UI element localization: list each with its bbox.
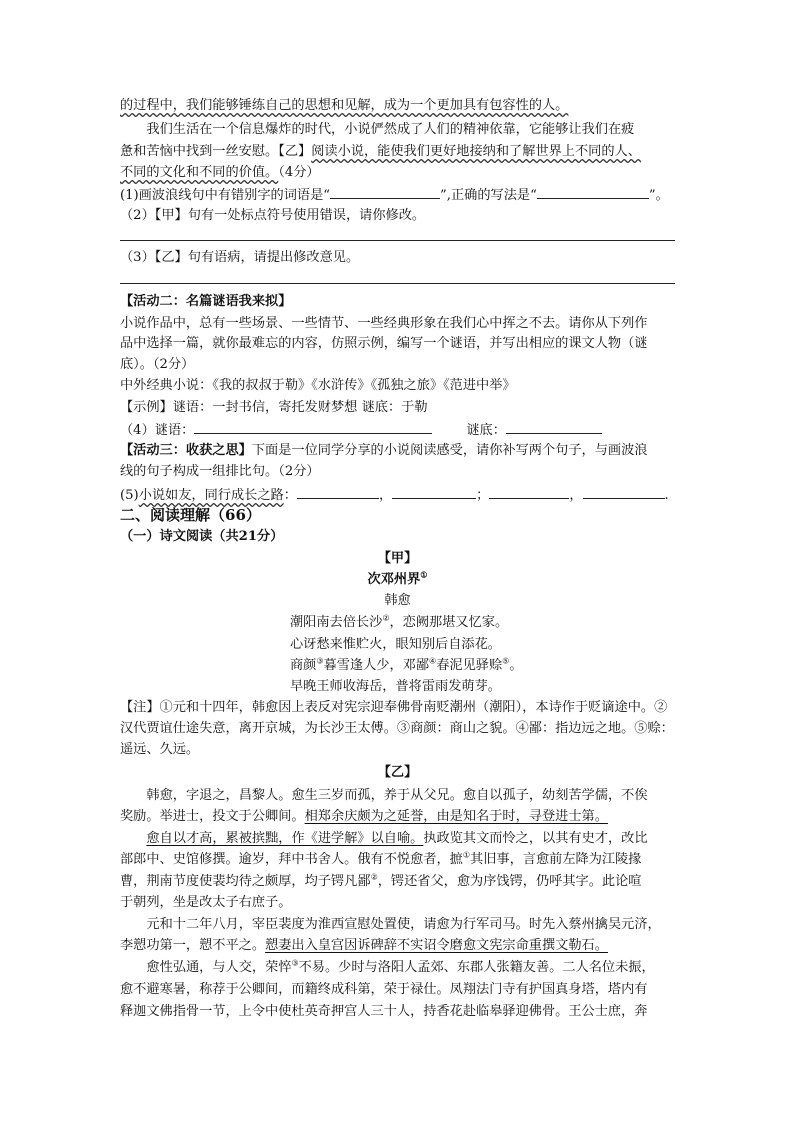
prose-line: 曹，荆南节度使裴均待之颇厚，均子锷凡鄙②，锷还省父，愈为序饯锷，仍呼其字。此论喧 [120, 872, 642, 889]
question-3: （3）【乙】句有语病，请提出修改意见。 [120, 250, 360, 265]
answer-blank[interactable] [583, 484, 665, 499]
prose-line: 愈不避寒暑，称荐于公卿间，而籍终成科第，荣于禄仕。凤翔法门寺有护国真身塔，塔内有 [120, 982, 648, 997]
poem-title: 次邓州界① [367, 569, 428, 587]
poem-line: 潮阳南去倍长沙②，恋阙那堪又忆家。 [290, 613, 509, 630]
wavy-sentence: 小说如友，同行成长之路 [138, 488, 284, 503]
yi-sentence-end: 不同的文化和不同的价值。 [120, 165, 279, 180]
activity-2-text: 品中选择一篇，就你最难忘的内容，仿照示例，编写一个谜语，并写出相应的课文人物（谜 [120, 336, 648, 351]
answer-blank[interactable] [489, 484, 569, 499]
question-5: (5)小说如友，同行成长之路： ， ； ， . [120, 484, 675, 506]
activity-3-line: 【活动三：收获之思】下面是一位同学分享的小说阅读感受，请你补写两个句子，与画波浪 [120, 443, 648, 458]
underlined-sentence: 相郑余庆颇为之延誉，由是知名于时，寻登进士第。 [304, 809, 608, 824]
prose-line: 愈自以才高，累被摈黜，作《进学解》以自喻。执政览其文而怜之，以其有史才，改比 [146, 831, 648, 846]
intro-line: 我们生活在一个信息爆炸的时代，小说俨然成了人们的精神依靠，它能够让我们在疲 [146, 122, 635, 137]
riddle-example: 【示例】谜语：一封书信，寄托发财梦想 谜底：于勒 [120, 400, 428, 415]
intro-line: 不同的文化和不同的价值。（4分） [120, 165, 320, 180]
prose-line: 部郎中、史馆修撰。逾岁，拜中书舍人。俄有不悦愈者，摭①其旧事，言愈前左降为江陵掾 [120, 850, 642, 867]
intro-line: 惫和苦恼中找到一丝安慰。【乙】阅读小说，能使我们更好地接纳和了解世界上不同的人、 [120, 144, 641, 159]
activity-3-title: 【活动三：收获之思】 [120, 443, 252, 458]
prose-mark: 【乙】 [377, 765, 418, 780]
activity-2-text: 小说作品中，总有一些场景、一些情节、一些经典形象在我们心中挥之不去。请你从下列作 [120, 316, 648, 331]
underlined-sentence: 愬妻出入皇宫因诉碑辞不实诏令磨愈文宪宗命重撰文勒石。 [265, 938, 608, 953]
answer-blank[interactable] [330, 184, 440, 199]
activity-3-line: 线的句子构成一组排比句。（2分） [120, 464, 320, 479]
poem-line: 心讶愁来惟贮火，眼知别后自添花。 [290, 637, 501, 652]
activity-2-text: 底）。（2分） [120, 357, 195, 372]
prose-line: 元和十二年八月，宰臣裴度为淮西宣慰处置使，请愈为行军司马。时先入蔡州擒吴元济， [146, 917, 661, 932]
prose-line: 奖励。举进士，投文于公卿间。相郑余庆颇为之延誉，由是知名于时，寻登进士第。 [120, 809, 608, 824]
poem-notes: 遥远、久远。 [120, 742, 200, 757]
poem-mark: 【甲】 [377, 551, 418, 566]
answer-blank[interactable] [506, 419, 602, 434]
poem-line: 早晚王师收海岳，普将雷雨发萌芽。 [290, 679, 501, 694]
question-4: （4）谜语： 谜底： [120, 419, 675, 441]
answer-line[interactable] [120, 283, 675, 284]
wavy-sentence: 的过程中，我们能够锤练自己的思想和见解，成为一个更加具有包容性的人。 [120, 98, 569, 113]
section-2-subheading: （一）诗文阅读（共21分） [120, 529, 284, 544]
intro-line [120, 96, 675, 116]
activity-2-title: 【活动二：名篇谜语我来拟】 [120, 294, 292, 309]
prose-line: 韩愈，字退之，昌黎人。愈生三岁而孤，养于从父兄。愈自以孤子，幼刻苦学儒，不俟 [146, 788, 648, 803]
answer-blank[interactable] [392, 484, 476, 499]
prose-line: 释迦文佛指骨一节，上令中使杜英奇押宫人三十人，持香花赴临皋驿迎佛骨。王公士庶，奔 [120, 1004, 648, 1019]
answer-blank[interactable] [297, 484, 379, 499]
underlined-sentence: 愈自以才高，累被摈黜，作《进学解》以自喻。 [146, 831, 424, 846]
prose-line: 李愬功第一，愬不平之。愬妻出入皇宫因诉碑辞不实诏令磨愈文宪宗命重撰文勒石。 [120, 938, 608, 953]
riddle-blank[interactable] [194, 419, 432, 434]
question-1: (1)画波浪线句中有错别字的词语是“ ”,正确的写法是“ ”。 [120, 184, 675, 206]
answer-line[interactable] [120, 240, 675, 241]
prose-line: 于朝列，坐是改太子右庶子。 [120, 895, 292, 910]
poem-author: 韩愈 [384, 593, 411, 608]
question-2: （2）【甲】句有一处标点符号使用错误，请你修改。 [120, 208, 426, 223]
prose-line: 愈性弘通，与人交，荣悴③不易。少时与洛阳人孟郊、东郡人张籍友善。二人名位未振， [146, 958, 655, 975]
poem-notes: 【注】①元和十四年，韩愈因上表反对宪宗迎奉佛骨南贬潮州（潮阳），本诗作于贬谪途中。② [120, 700, 668, 715]
poem-notes: 汉代贾谊仕途失意，离开京城，为长沙王太傅。③商颜：商山之貌。④鄙：指边远之地。⑤赊： [120, 721, 674, 736]
yi-sentence: 阅读小说，能使我们更好地接纳和了解世界上不同的人、 [311, 144, 641, 159]
poem-line: 商颜③暮雪逢人少，邓鄙④春泥见驿赊⑤。 [290, 656, 523, 673]
section-2-heading: 二、阅读理解（66） [120, 506, 261, 524]
answer-blank[interactable] [537, 184, 649, 199]
classic-works-list: 中外经典小说：《我的叔叔于勒》《水浒传》《孤独之旅》《范进中举》 [120, 378, 516, 393]
